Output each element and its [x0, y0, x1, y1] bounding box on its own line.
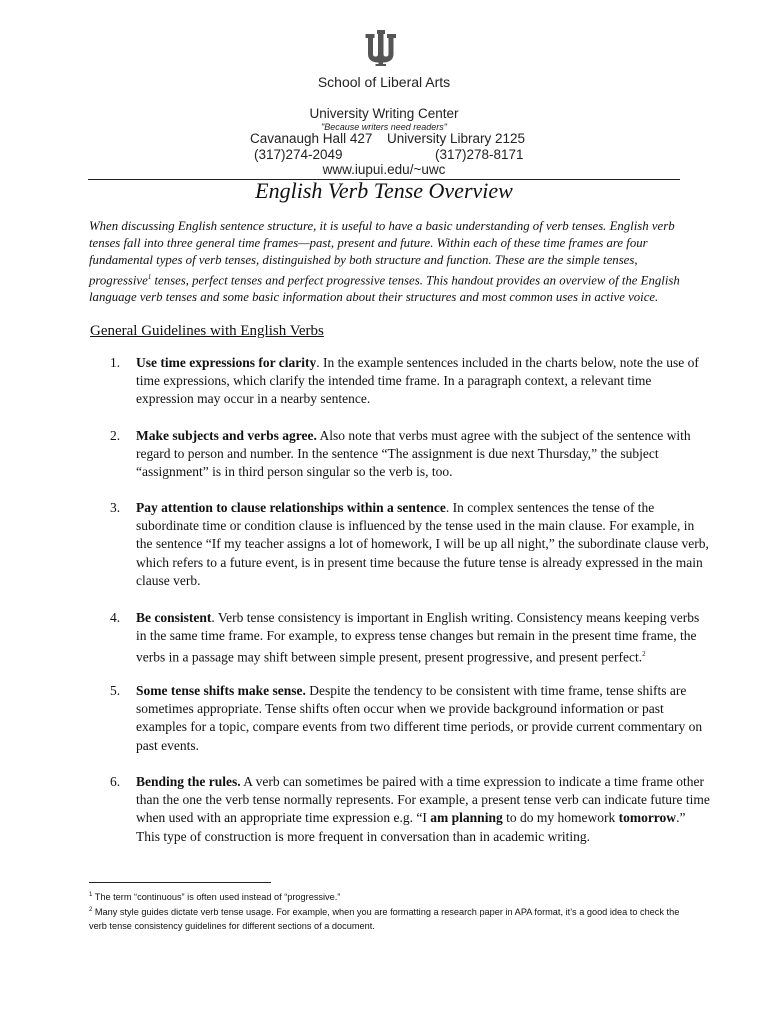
intro-paragraph — [89, 218, 689, 306]
footnote-text: Many style guides dictate verb tense usage. For example, when you are formatting a research paper in APA format, it’s a good idea to check the verb tense consistency guidelines for different sections of a document. — [89, 907, 680, 932]
footnote-rule — [89, 882, 271, 883]
left-phone: (317)274-2049 — [254, 147, 343, 162]
right-location: University Library 2125 — [387, 131, 526, 146]
list-item — [110, 427, 710, 482]
item-text: . In the example sentences included in the charts below, note the use of time expressions, which clarify the intended time frame. In a paragraph context, a relevant time expression may occur in a nearby sentence. — [136, 355, 699, 407]
item-lead: Bending the rules. — [136, 774, 241, 789]
list-item — [110, 682, 710, 755]
footnote-text: The term “continuous” is often used instead of “progressive.” — [92, 892, 341, 903]
item-number: 5. — [110, 683, 121, 698]
item-lead: Make subjects and verbs agree. — [136, 428, 317, 443]
footnote-marker: 2 — [89, 907, 93, 913]
item-number: 6. — [110, 774, 121, 789]
item-lead: Pay attention to clause relationships within a sentence — [136, 500, 446, 515]
list-item — [110, 609, 710, 667]
tagline: "Because writers need readers" — [321, 122, 447, 132]
footnote-1 — [89, 888, 699, 904]
item-text: .” This type of construction is more frequent in conversation than in academic writing. — [136, 810, 686, 844]
list-item — [110, 354, 710, 409]
left-location: Cavanaugh Hall 427 — [250, 131, 373, 146]
item-text: A verb can sometimes be paired with a time expression to indicate a time frame other than the one the verb tense normally represents. For example, a present tense verb can indicate future time when used with an appropriate time expression e.g. “I — [136, 774, 710, 826]
intro-text-continued: tenses, perfect tenses and perfect progressive tenses. This handout provides an overview of the English language verb tenses and some basic information about their structures and most common uses in active voice. — [89, 273, 680, 305]
item-number: 1. — [110, 355, 121, 370]
writing-center-name: University Writing Center — [309, 106, 459, 121]
item-text: . In complex sentences the tense of the subordinate time or condition clause is influenced by the tense used in the main clause. For example, in the sentence “If my teacher assigns a lot of homework, I will be up all night,” the subordinate clause verb, which refers to a future event, is in present time because the future tense is already expressed in the main clause verb. — [136, 500, 709, 588]
item-number: 2. — [110, 428, 121, 443]
list-item — [110, 773, 710, 846]
item-text: to do my homework — [502, 810, 619, 826]
list-item — [110, 499, 710, 590]
item-text: . Verb tense consistency is important in English writing. Consistency means keeping verbs in the same time frame. For example, to express tense changes but remain in the present time frame, the verbs in a passage may shift between simple present, present progressive, and present perfect. — [136, 610, 700, 665]
item-lead: Use time expressions for clarity — [136, 355, 317, 370]
item-lead: Be consistent — [136, 610, 212, 625]
page-title: English Verb Tense Overview — [255, 178, 513, 203]
iu-trident-logo-icon — [362, 28, 400, 66]
footnote-ref-1: 1 — [147, 273, 152, 281]
section-heading: General Guidelines with English Verbs — [90, 323, 324, 339]
intro-text: When discussing English sentence structure, it is useful to have a basic understanding of verb tenses. English verb tenses fall into three general time frames—past, present and future. Within each of these time frames are four fundamental types of verb tenses, distinguished by both structure and function. These are the simple tenses, progressive — [89, 219, 675, 288]
item-number: 3. — [110, 500, 121, 515]
right-phone: (317)278-8171 — [435, 147, 524, 162]
item-text: Also note that verbs must agree with the subject of the sentence with regard to person and number. In the sentence “The assignment is due next Thursday,” the subject “assignment” is in third person singular so the verb is, too. — [136, 428, 691, 480]
item-number: 4. — [110, 610, 121, 625]
item-text: Despite the tendency to be consistent with time frame, tense shifts are sometimes appropriate. Tense shifts often occur when we provide background information or past examples for a topic, compare events from two different time periods, or provide current commentary on past events. — [136, 683, 703, 753]
school-name: School of Liberal Arts — [317, 74, 451, 90]
item-lead: Some tense shifts make sense. — [136, 683, 306, 698]
footnote-ref-2: 2 — [642, 650, 646, 659]
footnote-2 — [89, 903, 699, 933]
item-emphasis: am planning — [430, 810, 503, 826]
website: www.iupui.edu/~uwc — [322, 162, 446, 177]
footnote-marker: 1 — [89, 892, 93, 898]
item-emphasis: tomorrow — [618, 810, 677, 826]
